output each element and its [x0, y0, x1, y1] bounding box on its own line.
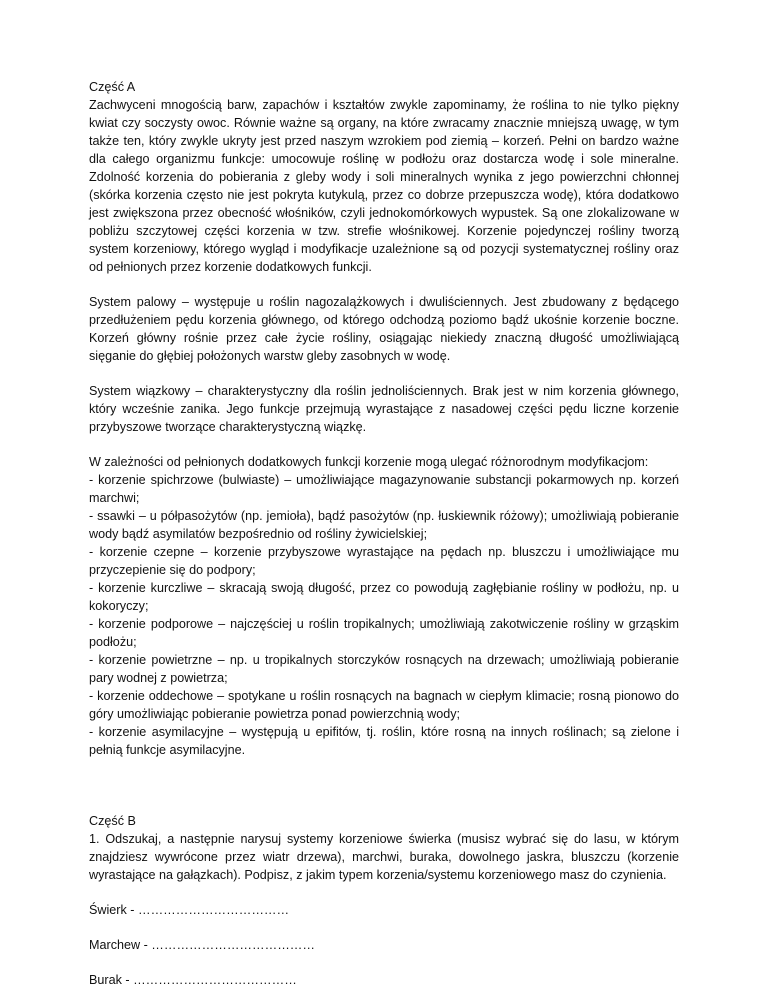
part-a-intro-paragraph: Zachwyceni mnogością barw, zapachów i kształtów zwykle zapominamy, że roślina to nie tylko piękny kwiat czy soczysty owoc. Równie ważne są organy, na które zwracamy znacznie mniejszą uwagę, w tym także ten, który zwykle ukryty jest przed naszym wzrokiem pod ziemią – korzeń. Pełni on bardzo ważne dla całego organizmu funkcje: umocowuje roślinę w podłożu oraz dostarcza wodę i sole mineralne. Zdolność korzenia do pobierania z gleby wody i soli mineralnych wynika z jego powierzchni chłonnej (skórka korzenia często nie jest pokryta kutykulą, przez co dobrze przepuszcza wodę), która dodatkowo jest zwiększona przez obecność włośników, czyli jednokomórkowych wypustek. Są one zlokalizowane w pobliżu szczytowej części korzenia w tzw. strefie włośnikowej. Korzenie pojedynczej rośliny tworzą system korzeniowy, którego wygląd i modyfikacje uzależnione są od pozycji systematycznej rośliny oraz od pełnionych przez korzenie dodatkowych funkcji. [89, 98, 679, 274]
answer-line-carrot: Marchew - ………………………………… [89, 938, 315, 952]
part-b-task-block [89, 812, 679, 884]
modifications-block [89, 453, 679, 759]
part-b-heading: Część B [89, 814, 136, 828]
answer-line-spruce: Świerk - ……………………………… [89, 903, 290, 917]
modifications-intro: W zależności od pełnionych dodatkowych funkcji korzenie mogą ulegać różnorodnym modyfikacjom: [89, 455, 649, 469]
modification-item: - ssawki – u półpasożytów (np. jemioła), bądź pasożytów (np. łuskiewnik różowy); umożliwiają pobieranie wody bądź asymilatów bezpośrednio od rośliny żywicielskiej; [89, 509, 679, 541]
modification-item: - korzenie podporowe – najczęściej u roślin tropikalnych; umożliwiają zakotwiczenie rośliny w grząskim podłożu; [89, 617, 679, 649]
part-b-task-text: 1. Odszukaj, a następnie narysuj systemy korzeniowe świerka (musisz wybrać się do lasu, w którym znajdziesz wywrócone przez wiatr drzewa), marchwi, buraka, dowolnego jaskra, bluszczu (korzenie wyrastające na gałązkach). Podpisz, z jakim typem korzenia/systemu korzeniowego masz do czynienia. [89, 832, 679, 882]
section-spacer [89, 776, 679, 812]
taproot-paragraph: System palowy – występuje u roślin nagozalążkowych i dwuliściennych. Jest zbudowany z będącego przedłużeniem pędu korzenia głównego, od którego odchodzą poziomo bądź ukośnie korzenie boczne. Korzeń główny rośnie przez całe życie rośliny, osiągając niekiedy znaczną długość umożliwiającą sięganie do głębiej położonych warstw gleby zasobnych w wodę. [89, 295, 679, 363]
document-page [89, 78, 679, 1006]
modification-item: - korzenie kurczliwe – skracają swoją długość, przez co powodują zagłębianie rośliny w podłożu, np. u kokoryczy; [89, 581, 679, 613]
modification-item: - korzenie asymilacyjne – występują u epifitów, tj. roślin, które rosną na innych roślinach; są zielone i pełnią funkcje asymilacyjne. [89, 725, 679, 757]
modification-item: - korzenie oddechowe – spotykane u roślin rosnących na bagnach w ciepłym klimacie; rosną pionowo do góry umożliwiając pobieranie powietrza ponad powierzchnią wody; [89, 689, 679, 721]
part-a-intro-block [89, 78, 679, 276]
fibrous-paragraph: System wiązkowy – charakterystyczny dla roślin jednoliściennych. Brak jest w nim korzenia głównego, który wcześnie zanika. Jego funkcje przejmują wyrastające z nasadowej części pędu liczne korzenie przybyszowe tworzące charakterystyczną wiązkę. [89, 384, 679, 434]
modification-item: - korzenie spichrzowe (bulwiaste) – umożliwiające magazynowanie substancji pokarmowych np. korzeń marchwi; [89, 473, 679, 505]
part-a-heading: Część A [89, 80, 136, 94]
modification-item: - korzenie czepne – korzenie przybyszowe wyrastające na pędach np. bluszczu i umożliwiające mu przyczepienie się do podpory; [89, 545, 679, 577]
modification-item: - korzenie powietrzne – np. u tropikalnych storczyków rosnących na drzewach; umożliwiają pobieranie pary wodnej z powietrza; [89, 653, 679, 685]
answer-line-beet: Burak - ………………………………… [89, 973, 297, 987]
